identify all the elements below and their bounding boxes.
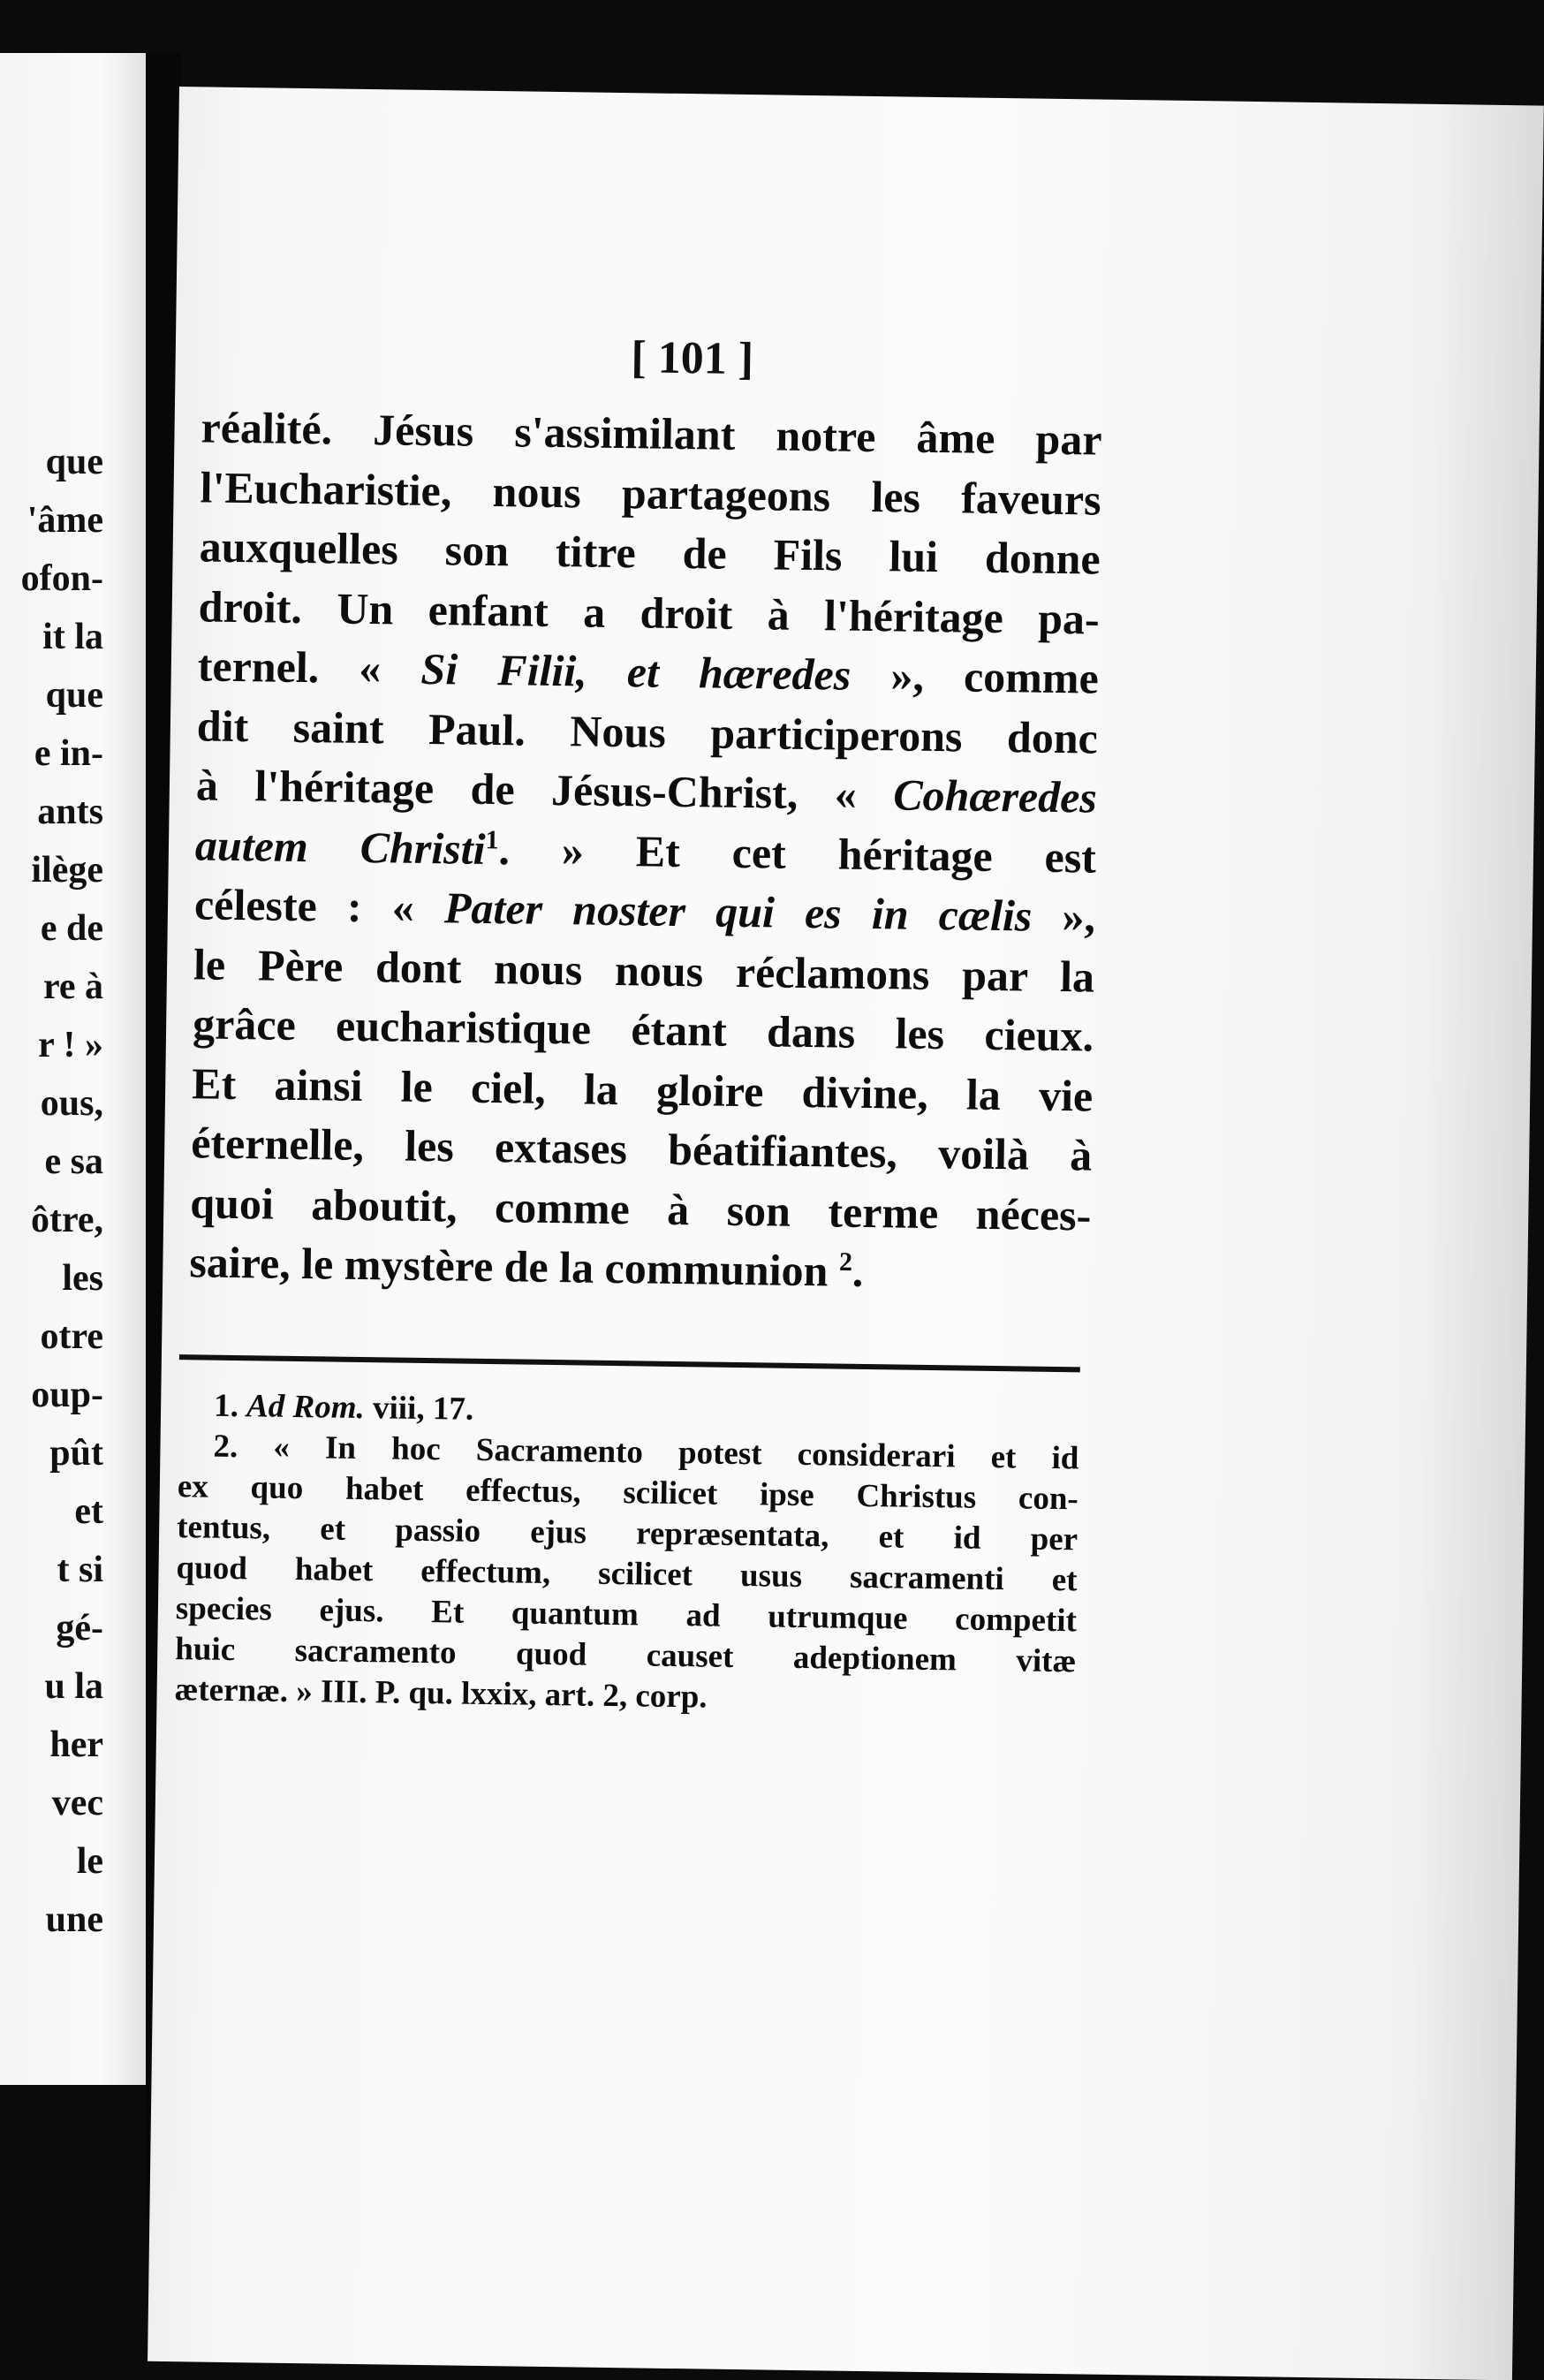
previous-page-fragment: otre (40, 1316, 103, 1357)
previous-page-fragment: e sa (44, 1141, 103, 1182)
page-number: [ 101 ] (631, 332, 754, 385)
text-line: quoi aboutit, comme à son terme néces- (189, 1177, 1092, 1240)
footnotes (174, 1385, 1079, 1723)
previous-page-fragment: ants (37, 792, 103, 832)
book-page (148, 87, 1544, 2380)
footnote-ref: 2 (838, 1247, 853, 1277)
previous-page-text (21, 433, 103, 1949)
previous-page-fragment: vec (51, 1783, 103, 1823)
previous-page-fragment: ilège (31, 850, 103, 891)
text-run: viii, 17. (364, 1390, 474, 1428)
text-run: céleste : « (193, 879, 445, 933)
previous-page-fragment: pût (49, 1433, 103, 1474)
text-line: réalité. Jésus s'assimilant notre âme par (201, 402, 1102, 465)
previous-page-fragment: une (45, 1899, 103, 1940)
body-text (189, 398, 1102, 1305)
previous-page-fragment: ofon- (20, 558, 103, 599)
previous-page-fragment: oup- (31, 1375, 103, 1415)
latin-quote: autem Christi (194, 819, 486, 874)
text-line: Et ainsi le ciel, la gloire divine, la vie (191, 1057, 1094, 1121)
footnote-2-line: tentus, et passio ejus repræsentata, et id per (176, 1509, 1079, 1558)
footnote-rule (179, 1354, 1080, 1372)
text-line (189, 1232, 1091, 1305)
text-run: . (851, 1246, 864, 1296)
previous-page-fragment: que (45, 442, 103, 482)
previous-page-fragment: r ! » (38, 1025, 103, 1065)
text-line: auxquelles son titre de Fils lui donne (199, 521, 1101, 584)
text-run: », comme (850, 649, 1100, 703)
previous-page-fragment: e de (40, 908, 103, 949)
latin-quote: Pater noster qui es in cælis (443, 883, 1033, 941)
previous-page-fragment: gé- (56, 1608, 103, 1649)
text-line: le Père dont nous nous réclamons par la (193, 938, 1095, 1002)
previous-page-fragment: les (62, 1258, 103, 1299)
footnote-2-line: species ejus. Et quantum ad utrumque competit (175, 1590, 1078, 1640)
previous-page-fragment: e in- (34, 733, 103, 774)
text-line: l'Eucharistie, nous partageons les faveurs (200, 461, 1101, 525)
text-line: grâce eucharistique étant dans les cieux. (192, 998, 1094, 1061)
previous-page-fragment: le (76, 1841, 103, 1882)
footnote-2-line: quod habet effectum, scilicet usus sacramenti et (176, 1550, 1078, 1599)
previous-page-fragment: et (74, 1491, 103, 1532)
text-run: saire, le mystère de la communion (189, 1237, 840, 1296)
previous-page (0, 53, 146, 2085)
previous-page-fragment: it la (42, 617, 103, 657)
previous-page-fragment: u la (44, 1666, 103, 1707)
previous-page-fragment: ous, (40, 1083, 103, 1124)
text-line: droit. Un enfant a droit à l'héritage pa- (198, 580, 1101, 644)
citation: Ad Rom. (246, 1388, 366, 1427)
footnote-2-line: huic sacramento quod causet adeptionem vitæ (175, 1631, 1077, 1680)
text-line: éternelle, les extases béatifiantes, voilà à (190, 1118, 1093, 1180)
text-run: . » Et cet héritage est (498, 823, 1097, 883)
latin-quote: Cohæredes (892, 769, 1098, 822)
previous-page-fragment: 'âme (26, 500, 103, 541)
previous-page-fragment: her (49, 1724, 103, 1765)
text-line: dit saint Paul. Nous participerons donc (196, 700, 1099, 763)
footnote-2-line: ex quo habet effectus, scilicet ipse Christus con- (177, 1468, 1079, 1518)
footnote-ref: 1 (485, 824, 499, 854)
text-run: à l'héritage de Jésus-Christ, « (195, 760, 894, 820)
footnote-2-line: æternæ. » III. P. qu. lxxix, art. 2, corp. (174, 1671, 708, 1716)
previous-page-fragment: re à (42, 966, 103, 1007)
previous-page-fragment: que (45, 675, 103, 716)
previous-page-fragment: ôtre, (30, 1200, 103, 1240)
latin-quote: Si Filii, et hæredes (420, 643, 851, 700)
previous-page-fragment: t si (57, 1550, 103, 1590)
text-run: ternel. « (197, 640, 421, 694)
footnote-number: 1. (213, 1387, 247, 1425)
text-run: », (1031, 891, 1096, 942)
footnote-2-line: 2. « In hoc Sacramento potest considerari et id (213, 1428, 1079, 1477)
